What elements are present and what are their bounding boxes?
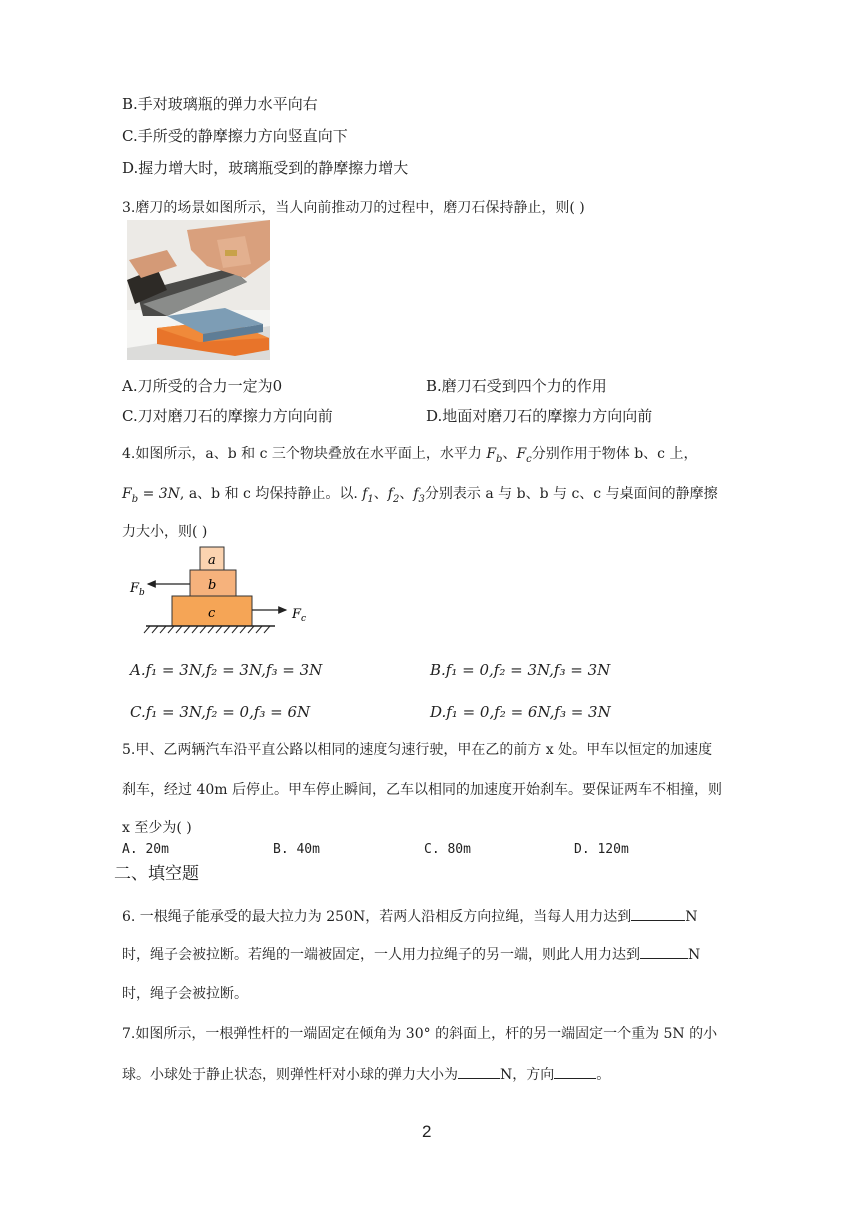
- q6-unit-2: N: [688, 947, 701, 963]
- q4-line1-post: 分别作用于物体 b、c 上，: [531, 446, 698, 462]
- label-fb-sub: b: [139, 588, 145, 598]
- q4-option-a: A.f₁ = 3N,f₂ = 3N,f₃ = 3N: [130, 661, 323, 679]
- knife-sharpening-photo: [127, 220, 270, 360]
- q4-line3: 力大小，则( ): [122, 524, 208, 540]
- q4-line2-post: 分别表示 a 与 b、b 与 c、c 与桌面间的静摩擦: [424, 486, 718, 502]
- q5-line3: x 至少为( ): [122, 820, 192, 836]
- ground-hatch: [144, 626, 270, 633]
- q5-option-a: A. 20m: [122, 842, 169, 857]
- q3-option-c: C.刀对磨刀石的摩擦力方向向前: [122, 407, 333, 425]
- q6-line2-text: 时，绳子会被拉断。若绳的一端被固定，一人用力拉绳子的另一端，则此人用力达到: [122, 947, 640, 963]
- label-fc-main: F: [292, 607, 302, 622]
- q7-line2: [122, 1064, 610, 1085]
- section-heading-fill-in: 二、填空题: [114, 864, 199, 884]
- force-fc-subscript: c: [526, 453, 532, 465]
- force-fc-symbol: F: [516, 446, 527, 462]
- q3-stem: 3.磨刀的场景如图所示，当人向前推动刀的过程中，磨刀石保持静止，则( ): [122, 200, 585, 216]
- fb-equation-symbol: F: [122, 486, 132, 502]
- q3-option-a: A.刀所受的合力一定为0: [122, 377, 283, 395]
- stacked-blocks-diagram: [120, 540, 320, 640]
- q7-blank-magnitude[interactable]: [458, 1064, 500, 1079]
- label-fb: [129, 581, 145, 598]
- q6-unit-1: N: [685, 909, 698, 925]
- q7-line2-text: 球。小球处于静止状态，则弹性杆对小球的弹力大小为: [122, 1067, 458, 1083]
- q7-blank-direction[interactable]: [554, 1064, 596, 1079]
- q5-option-c: C. 80m: [424, 842, 471, 857]
- force-fb-subscript: b: [496, 453, 503, 465]
- q7-line2-end: 。: [596, 1067, 611, 1083]
- q6-blank-1[interactable]: [631, 906, 685, 921]
- label-fc: [291, 607, 306, 624]
- q2-option-d: D.握力增大时，玻璃瓶受到的静摩擦力增大: [122, 159, 409, 177]
- f3-subscript: 3: [418, 493, 425, 505]
- f1-subscript: 1: [367, 493, 374, 505]
- f3-symbol: f: [413, 486, 419, 502]
- q7-line2-mid: N，方向: [500, 1067, 555, 1083]
- q4-line1: [122, 444, 697, 470]
- f1-symbol: f: [362, 486, 368, 502]
- q5-line1: 5.甲、乙两辆汽车沿平直公路以相同的速度匀速行驶，甲在乙的前方 x 处。甲车以恒定的加速度: [122, 742, 713, 758]
- q5-line2: 刹车，经过 40m 后停止。甲车停止瞬间，乙车以相同的加速度开始刹车。要保证两车不相撞，则: [122, 782, 722, 798]
- q4-option-c: C.f₁ = 3N,f₂ = 0,f₃ = 6N: [130, 703, 311, 721]
- label-b: b: [208, 578, 217, 593]
- q4-separator: 、: [502, 446, 517, 462]
- q4-line2: [122, 484, 718, 510]
- q5-option-d: D. 120m: [574, 842, 629, 857]
- q4-dun1: 、: [373, 486, 388, 502]
- label-a: a: [208, 553, 216, 568]
- fb-equation-subscript: b: [131, 493, 139, 505]
- q4-line1-pre: 4.如图所示，a、b 和 c 三个物块叠放在水平面上，水平力: [122, 446, 487, 462]
- q6-blank-2[interactable]: [640, 944, 688, 959]
- force-fb-symbol: F: [486, 446, 497, 462]
- f2-symbol: f: [387, 486, 393, 502]
- q2-option-b: B.手对玻璃瓶的弹力水平向右: [122, 95, 318, 113]
- fb-equation-value: = 3N: [138, 486, 180, 502]
- label-c: c: [208, 606, 216, 621]
- label-fc-sub: c: [301, 614, 307, 624]
- q6-line3: 时，绳子会被拉断。: [122, 986, 248, 1002]
- q2-option-c: C.手所受的静摩擦力方向竖直向下: [122, 127, 348, 145]
- label-fb-main: F: [130, 581, 140, 596]
- q4-option-d: D.f₁ = 0,f₂ = 6N,f₃ = 3N: [430, 703, 611, 721]
- q6-line1: [122, 906, 697, 927]
- q4-dun2: 、: [399, 486, 414, 502]
- q4-option-b: B.f₁ = 0,f₂ = 3N,f₃ = 3N: [430, 661, 611, 679]
- f2-subscript: 2: [392, 493, 400, 505]
- q3-option-d: D.地面对磨刀石的摩擦力方向向前: [426, 407, 653, 425]
- page-number: 2: [422, 1122, 432, 1141]
- q3-option-b: B.磨刀石受到四个力的作用: [426, 377, 607, 395]
- q6-line2: [122, 944, 700, 965]
- q5-option-b: B. 40m: [273, 842, 320, 857]
- q6-line1-text: 6. 一根绳子能承受的最大拉力为 250N，若两人沿相反方向拉绳，当每人用力达到: [122, 909, 632, 925]
- q4-line2-mid: , a、b 和 c 均保持静止。以.: [179, 486, 363, 502]
- q7-line1: 7.如图所示，一根弹性杆的一端固定在倾角为 30° 的斜面上，杆的另一端固定一个重为 5N 的小: [122, 1026, 718, 1042]
